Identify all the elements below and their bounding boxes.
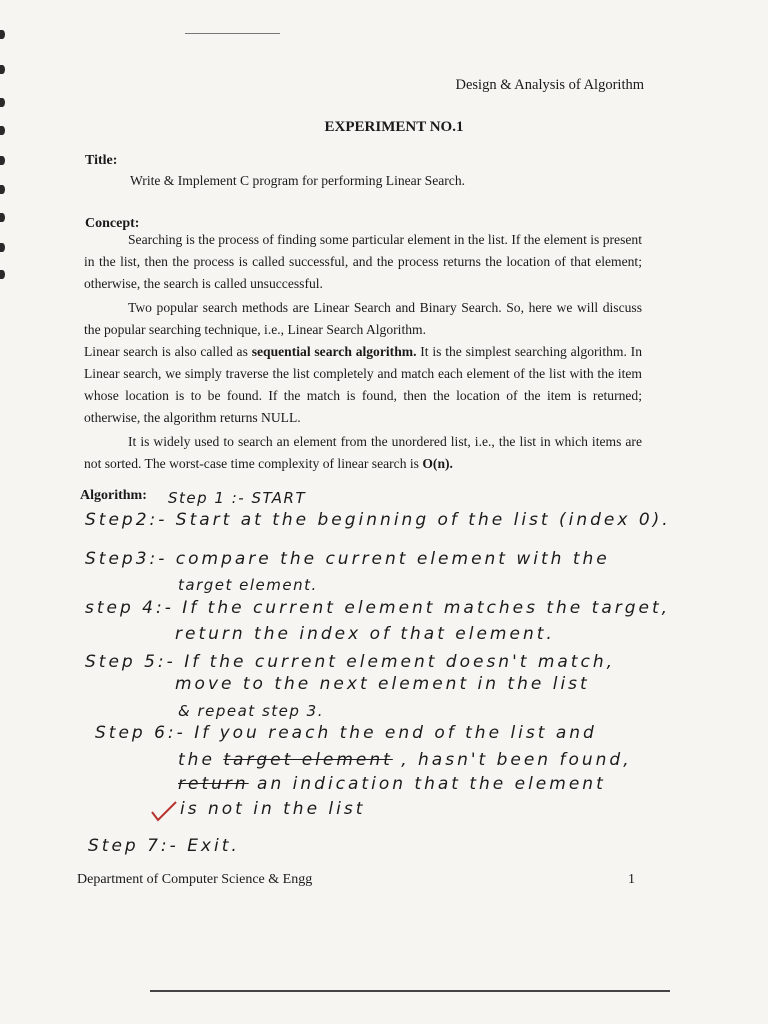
step-5-line-3: & repeat step 3. [178,702,324,720]
step-5-line-2: move to the next element in the list [175,674,590,694]
check-mark-icon [150,800,178,822]
step-6-text-rest: , hasn't been found, [392,750,632,770]
step-6-struck-text: target element [223,750,393,770]
step-1: Step 1 :- START [168,489,307,507]
step-7: Step 7:- Exit. [88,836,240,856]
step-6-struck-return: return [178,774,249,794]
algorithm-label: Algorithm: [80,488,147,503]
step-3-line-1: Step3:- compare the current element with the [85,549,610,569]
title-label: Title: [85,153,118,168]
top-rule [185,33,280,34]
bottom-rule [150,990,670,992]
step-6-line-2 [178,750,632,770]
concept-paragraph-4 [84,431,642,475]
step-4-line-2: return the index of that element. [175,624,555,644]
step-3-line-2: target element. [178,576,318,594]
p4-bold: O(n). [422,456,453,471]
concept-body [84,229,642,475]
step-6-line-1: Step 6:- If you reach the end of the list and [95,723,597,743]
concept-paragraph-2: Two popular search methods are Linear Search and Binary Search. So, here we will discuss the popular searching technique, i.e., Linear Search Algorithm. [84,300,642,337]
step-6-line-3 [178,774,606,794]
footer-department: Department of Computer Science & Engg [77,872,313,887]
experiment-title: EXPERIMENT NO.1 [324,119,464,135]
p3-bold: sequential search algorithm. [251,344,417,359]
concept-label: Concept: [85,216,140,231]
title-text: Write & Implement C program for performing Linear Search. [130,173,466,188]
p4-text: It is widely used to search an element from the unordered list, i.e., the list in which items are not sorted. The worst-case time complexity of linear search is [84,434,642,471]
step-6-line-4: is not in the list [180,799,366,819]
binding-holes [0,0,8,1024]
step-2: Step2:- Start at the beginning of the list (index 0). [85,510,671,530]
p3-text: Linear search is also called as [84,344,252,359]
p3-text-rest: It is the simplest searching algorithm. In Linear search, we simply traverse the list completely and match each element of the list with the item whose location is to be found. If the match is found, then the location of the item is returned; otherwise, the algorithm returns NULL. [84,344,642,425]
concept-paragraph-1: Searching is the process of finding some particular element in the list. If the element is present in the list, then the process is called successful, and the process returns the location of that element; otherwise, the search is called unsuccessful. [84,232,642,291]
course-header: Design & Analysis of Algorithm [455,77,644,93]
step-4-line-1: step 4:- If the current element matches the target, [85,598,671,618]
page-number: 1 [628,872,635,887]
step-6-text: the [178,750,224,770]
step-6-text-line-3: an indication that the element [248,774,606,794]
concept-paragraph-3 [84,341,642,429]
step-5-line-1: Step 5:- If the current element doesn't match, [85,652,615,672]
